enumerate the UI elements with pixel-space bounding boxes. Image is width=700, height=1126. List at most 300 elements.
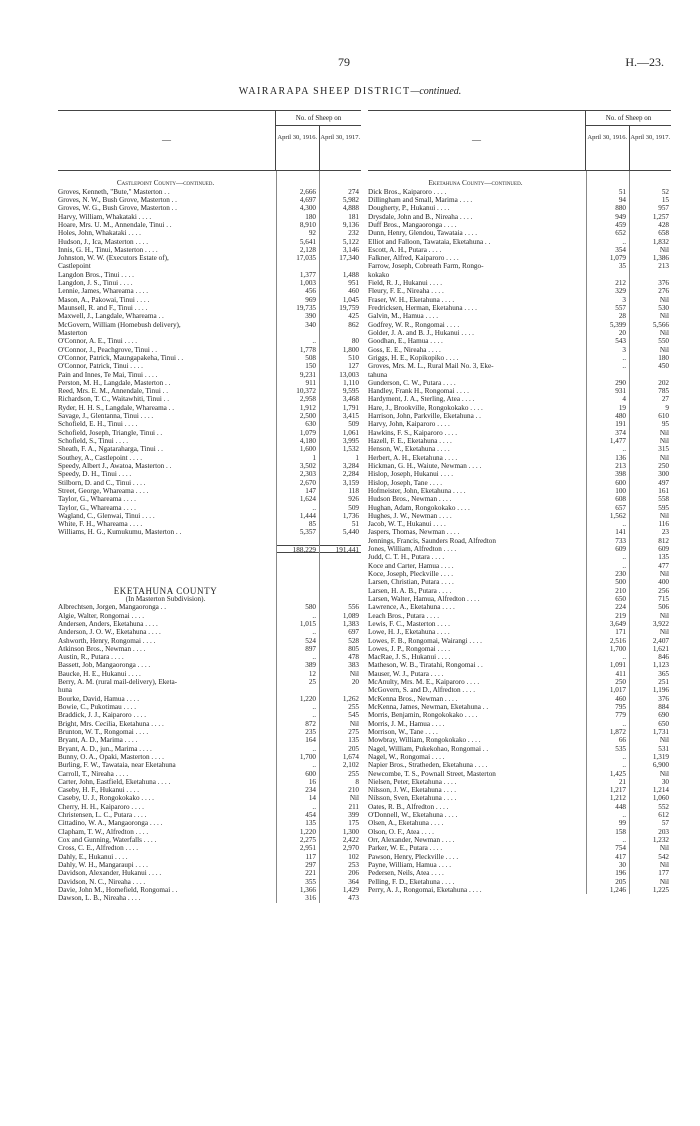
sheep-1916: 2,958 — [299, 395, 316, 404]
row-name: Wagland, C., Glenwai, Tinui . . . . — [58, 511, 155, 520]
sheep-1917 — [319, 562, 361, 570]
sheep-1916: 779 — [615, 711, 626, 720]
table-row — [368, 786, 671, 794]
sheep-1917: 715 — [658, 594, 669, 603]
table-row — [368, 628, 671, 636]
row-name: Schofield, E. H., Tinui . . . . — [58, 420, 138, 429]
table-row — [368, 229, 671, 237]
sheep-1916 — [276, 262, 319, 270]
sheep-1917: Nil — [659, 736, 669, 745]
row-name: O'Connor, Patrick, Tinui . . . . — [58, 362, 143, 371]
row-name: Napier Bros., Stratheden, Eketahuna . . . . — [368, 761, 488, 770]
sheep-1917: 3,922 — [652, 619, 669, 628]
table-row — [58, 387, 361, 395]
sheep-1916 — [586, 171, 629, 179]
sheep-1917: 17,340 — [339, 254, 359, 263]
table-row — [58, 221, 361, 229]
table-row — [58, 686, 361, 694]
row-name: Lowes, J. P., Rongomai . . . . — [368, 644, 451, 653]
sheep-1916 — [276, 686, 319, 694]
sheep-1916: 221 — [305, 869, 316, 878]
table-row — [368, 886, 671, 894]
table-row — [58, 794, 361, 802]
sheep-1916: 213 — [615, 461, 626, 470]
sheep-1916: 1 — [312, 453, 316, 462]
row-name: Bunny, O. A., Opaki, Masterton . . . . — [58, 752, 164, 761]
row-name: Albrechtsen, Jorgen, Mangaoronga . . — [58, 603, 167, 612]
table-row — [368, 678, 671, 686]
row-name: Newcombe, T. S., Pownall Street, Masterton — [368, 769, 496, 778]
sheep-1917: 528 — [348, 636, 359, 645]
sheep-1916: 1,217 — [609, 786, 626, 795]
sheep-1917: Nil — [659, 437, 669, 445]
row-name: Schofield, Joseph, Triangle, Tinui . . — [58, 428, 163, 437]
sheep-1916: 543 — [615, 337, 626, 346]
sheep-1916: 949 — [615, 212, 626, 221]
table-row — [58, 661, 361, 669]
row-name: Bryant, A. D., jun., Marima . . . . — [58, 744, 152, 753]
row-name — [58, 570, 276, 578]
sheep-1916: 535 — [615, 744, 626, 753]
table-row — [58, 645, 361, 653]
sheep-1917: 315 — [658, 445, 669, 454]
table-row — [58, 844, 361, 852]
sheep-1916: 1,700 — [609, 644, 626, 653]
table-row — [58, 562, 361, 570]
row-name — [58, 553, 276, 561]
table-row — [58, 886, 361, 894]
table-row — [368, 745, 671, 753]
header-col-1917: April 30, 1917. — [629, 126, 672, 170]
row-name: Ashworth, Henry, Rongomai . . . . — [58, 636, 156, 645]
sheep-1916: .. — [622, 761, 626, 770]
table-row — [58, 637, 361, 645]
row-name: McGovern, William (Homebush delivery), — [58, 320, 181, 329]
sheep-1916: 3 — [622, 345, 626, 354]
row-name: McGovern, S. and D., Alfredton . . . . — [368, 686, 475, 695]
row-name: Davidson, Alexander, Hukanui . . . . — [58, 869, 162, 878]
table-row — [368, 495, 671, 503]
sheep-1916: 4,697 — [299, 195, 316, 204]
table-row — [58, 470, 361, 478]
sheep-1916: .. — [312, 503, 316, 512]
sheep-1917: 8 — [355, 777, 359, 786]
sheep-1916: 355 — [305, 877, 316, 886]
row-name: Baucke, H. E., Hukanui . . . . — [58, 669, 141, 678]
row-name: tahuna — [368, 370, 388, 379]
table-row — [368, 778, 671, 786]
header-col-1916: April 30, 1916. — [587, 134, 628, 141]
sheep-1916: .. — [622, 520, 626, 529]
table-row — [368, 794, 671, 802]
sheep-1917: Nil — [659, 295, 669, 304]
sheep-1917: 1,300 — [342, 827, 359, 836]
sheep-1917: 13,003 — [339, 370, 359, 379]
sheep-1916: 608 — [615, 495, 626, 504]
row-name: Atkinson Bros., Newman . . . . — [58, 644, 146, 653]
sheep-1916: 580 — [305, 603, 316, 612]
sheep-1916: 85 — [308, 520, 316, 529]
row-name — [368, 171, 586, 179]
sheep-1916: 10,372 — [296, 387, 316, 396]
sheep-1917: 558 — [658, 495, 669, 504]
sheep-1917: 846 — [658, 653, 669, 662]
row-name — [58, 545, 276, 553]
sheep-1916: 557 — [615, 304, 626, 312]
sheep-1917: 550 — [658, 337, 669, 346]
row-name: Goss, E. E., Nireaha . . . . — [368, 345, 441, 354]
sheep-1916: 1,079 — [609, 254, 626, 263]
table-row — [58, 213, 361, 221]
sheep-1917: 161 — [658, 486, 669, 495]
sheep-1916: 180 — [305, 212, 316, 221]
table-row — [368, 188, 671, 196]
sheep-1917: 80 — [351, 337, 359, 346]
row-name: Castlepoint — [58, 262, 91, 271]
sheep-1916: .. — [622, 553, 626, 562]
table-row — [58, 420, 361, 428]
sheep-1917: 862 — [348, 320, 359, 329]
table-header — [368, 110, 671, 171]
row-name: O'Connor, A. E., Tinui . . . . — [58, 337, 138, 346]
row-name: Groves, N. W., Bush Grove, Masterton . . — [58, 195, 177, 204]
sheep-1916: .. — [312, 611, 316, 620]
sheep-1916: 4,180 — [299, 437, 316, 445]
sheep-1917: 1,383 — [342, 619, 359, 628]
sheep-1917: 1,123 — [652, 661, 669, 670]
row-name: Caseby, H. F., Hukanui . . . . — [58, 786, 140, 795]
row-name: Burling, F. W., Tawataia, near Eketahuna — [58, 761, 176, 770]
table-row — [58, 379, 361, 387]
sheep-1917: Nil — [659, 570, 669, 578]
sheep-1917: Nil — [659, 860, 669, 869]
table-row — [368, 470, 671, 478]
table-row — [368, 595, 671, 603]
table-row — [58, 819, 361, 827]
right-table — [368, 110, 671, 894]
row-name: Street, George, Whareama . . . . — [58, 486, 149, 495]
sheep-1917: Nil — [349, 669, 359, 678]
sheep-1916: 219 — [615, 611, 626, 620]
sheep-1916: 897 — [305, 644, 316, 653]
sheep-1917 — [629, 179, 671, 187]
sheep-1916: 1,366 — [299, 885, 316, 894]
sheep-1916: 2,500 — [299, 412, 316, 421]
sheep-1916: 147 — [305, 486, 316, 495]
sheep-1917: 1,621 — [652, 644, 669, 653]
sheep-1916: 234 — [305, 786, 316, 795]
row-name: Ryder, H. H. S., Langdale, Whareama . . — [58, 403, 175, 412]
header-dash: — — [162, 135, 171, 146]
sheep-1917: 1,791 — [342, 403, 359, 412]
row-name: Griggs, H. E., Kopikopiko . . . . — [368, 353, 459, 362]
sheep-1917: 52 — [661, 187, 669, 196]
table-row — [58, 229, 361, 237]
sheep-1917: 255 — [348, 703, 359, 711]
row-name: Reed, Mrs. E. M., Annendale, Tinui . . — [58, 387, 169, 396]
table-row — [368, 803, 671, 811]
sheep-1916: 19,735 — [296, 304, 316, 312]
table-row — [58, 853, 361, 861]
sheep-1916: 600 — [615, 478, 626, 487]
sheep-1917: 3,415 — [342, 412, 359, 421]
sheep-1917: Nil — [659, 328, 669, 337]
sheep-1917: 127 — [348, 362, 359, 371]
sheep-1916: 4,300 — [299, 204, 316, 213]
row-name: Jaspers, Thomas, Newman . . . . — [368, 528, 460, 537]
sheep-1916: 188,229 — [276, 545, 319, 553]
sheep-1916: 1,778 — [299, 345, 316, 354]
sheep-1917: 274 — [348, 187, 359, 196]
sheep-1917: 3,284 — [342, 461, 359, 470]
sheep-1916: 411 — [615, 669, 626, 678]
row-name: McKenna Bros., Newman . . . . — [368, 694, 458, 703]
sheep-1916: 3,649 — [609, 619, 626, 628]
table-row — [58, 371, 361, 379]
row-name: Olsen, A., Eketahuna . . . . — [368, 819, 444, 828]
sheep-1916: 1,220 — [299, 694, 316, 703]
table-row — [58, 395, 361, 403]
sheep-1917: 425 — [348, 312, 359, 321]
table-row — [58, 437, 361, 445]
row-name: Pedersen, Neils, Atea . . . . — [368, 869, 444, 878]
table-row — [58, 287, 361, 295]
table-row — [58, 304, 361, 312]
sheep-1917: Nil — [659, 611, 669, 620]
sheep-1916: 500 — [615, 578, 626, 587]
row-name: Lowe, H. J., Eketahuna . . . . — [368, 628, 450, 637]
row-name: Nielsen, Peter, Eketahuna . . . . — [368, 777, 457, 786]
sheep-1916: 1,477 — [609, 437, 626, 445]
table-row — [58, 894, 361, 902]
row-name: Hare, J., Brookville, Rongokokako . . . . — [368, 403, 483, 412]
sheep-1917: 9,136 — [342, 220, 359, 229]
sheep-1916 — [276, 562, 319, 570]
table-row — [58, 753, 361, 761]
table-row — [368, 711, 671, 719]
sheep-1917: 1,319 — [652, 752, 669, 761]
sheep-1917: 1,736 — [342, 511, 359, 520]
table-row — [58, 246, 361, 254]
sheep-1917: 118 — [348, 486, 359, 495]
sheep-1917: 530 — [658, 304, 669, 312]
table-row — [368, 770, 671, 778]
sheep-1916: 2,128 — [299, 245, 316, 254]
sheep-1916: 1,444 — [299, 511, 316, 520]
table-row — [58, 487, 361, 495]
table-row — [368, 528, 671, 536]
table-row — [58, 462, 361, 470]
sheep-1917 — [319, 171, 361, 179]
sheep-1916: 460 — [615, 694, 626, 703]
sheep-1916: 754 — [615, 844, 626, 853]
table-row — [368, 819, 671, 827]
row-name: Farrow, Joseph, Cobreath Farm, Rongo- — [368, 262, 484, 271]
sheep-1916: 1,212 — [609, 794, 626, 803]
sheep-1916: 4 — [622, 395, 626, 404]
row-name: Hofmeister, John, Eketahuna . . . . — [368, 486, 466, 495]
sheep-1917: 376 — [658, 279, 669, 288]
header-col-1917: April 30, 1917. — [319, 126, 362, 170]
table-row — [58, 595, 361, 603]
sheep-1916: 657 — [615, 503, 626, 512]
sheep-1917: 5,122 — [342, 237, 359, 246]
table-row — [368, 861, 671, 869]
table-row — [368, 445, 671, 453]
sheep-1917: 2,422 — [342, 836, 359, 844]
sheep-1916: 1,912 — [299, 403, 316, 412]
sheep-1917: 232 — [348, 229, 359, 238]
table-row — [368, 271, 671, 279]
table-row — [58, 770, 361, 778]
table-row — [58, 254, 361, 262]
sheep-1917: 1,800 — [342, 345, 359, 354]
sheep-1916: 20 — [618, 328, 626, 337]
table-row — [58, 171, 361, 179]
table-row — [368, 695, 671, 703]
row-name: Elliot and Falloon, Tawataia, Eketahuna . . — [368, 237, 491, 246]
sheep-1916 — [276, 553, 319, 561]
row-name: Schofield, S., Tinui . . . . — [58, 437, 129, 445]
row-name: Groves, W. G., Bush Grove, Masterton . . — [58, 204, 177, 213]
row-name: Nagel, W., Rongomai . . . . — [368, 752, 445, 761]
header-group-label: No. of Sheep on — [586, 111, 671, 126]
sheep-1916: 12 — [308, 669, 316, 678]
row-name: Hislop, Joseph, Tane . . . . — [368, 478, 443, 487]
table-row — [58, 878, 361, 886]
sheep-1916: 5,641 — [299, 237, 316, 246]
table-row — [368, 736, 671, 744]
row-name: Lewis, F. C., Masterton . . . . — [368, 619, 450, 628]
table-row — [368, 171, 671, 179]
sheep-1916: 171 — [615, 628, 626, 637]
sheep-1916: 2,670 — [299, 478, 316, 487]
sheep-1917: Nil — [659, 877, 669, 886]
sheep-1916: 1,220 — [299, 827, 316, 836]
sheep-1917: 376 — [658, 694, 669, 703]
sheep-1916: 150 — [305, 362, 316, 371]
sheep-1916 — [276, 329, 319, 337]
sheep-1916: .. — [622, 237, 626, 246]
table-row — [58, 745, 361, 753]
table-row — [58, 653, 361, 661]
row-name: Pelling, F. D., Eketahuna . . . . — [368, 877, 455, 886]
sheep-1917: 30 — [661, 777, 669, 786]
table-row — [368, 304, 671, 312]
sheep-1916: 795 — [615, 703, 626, 711]
table-row — [58, 728, 361, 736]
row-name: Southey, A., Castlepoint . . . . — [58, 453, 142, 462]
left-table — [58, 110, 361, 903]
sheep-1916: 14 — [308, 794, 316, 803]
sheep-1916: 1,872 — [609, 727, 626, 736]
row-name — [58, 562, 276, 570]
sheep-1917: 135 — [658, 553, 669, 562]
table-row — [368, 578, 671, 586]
table-row — [368, 462, 671, 470]
sheep-1917: 612 — [658, 811, 669, 820]
sheep-1916: 94 — [618, 195, 626, 204]
sheep-1917: 805 — [348, 644, 359, 653]
sheep-1917: 478 — [348, 653, 359, 662]
row-name: Cross, C. E., Alfredton . . . . — [58, 844, 139, 853]
sheep-1917: 812 — [658, 536, 669, 545]
row-name: Hoare, Mrs. U. M., Annendale, Tinui . . — [58, 220, 172, 229]
row-name: Nilsson, J. W., Eketahuna . . . . — [368, 786, 457, 795]
sheep-1917 — [319, 262, 361, 270]
sheep-1916: 652 — [615, 229, 626, 238]
sheep-1916: 117 — [305, 852, 316, 861]
row-name: Jacob, W. T., Hukanui . . . . — [368, 520, 446, 529]
sheep-1917 — [319, 595, 361, 603]
header-group-label: No. of Sheep on — [276, 111, 361, 126]
table-row — [368, 454, 671, 462]
sheep-1917: 957 — [658, 204, 669, 213]
row-name: Dahly, W. H., Mangaraupi . . . . — [58, 860, 148, 869]
sheep-1916: 66 — [618, 736, 626, 745]
section-heading — [368, 179, 671, 187]
sheep-1916: 51 — [618, 187, 626, 196]
sheep-1916: 35 — [618, 262, 626, 271]
row-name: Taylor, G., Whareama . . . . — [58, 503, 136, 512]
sheep-1917: 545 — [348, 711, 359, 720]
row-name: Clapham, T. W., Alfredton . . . . — [58, 827, 149, 836]
table-row — [368, 844, 671, 852]
table-row — [368, 287, 671, 295]
table-row — [368, 379, 671, 387]
row-name: Harvy, John, Kaiparoro . . . . — [368, 420, 450, 429]
table-row — [58, 695, 361, 703]
sheep-1916 — [586, 271, 629, 279]
row-name: Drysdale, John and B., Nireaha . . . . — [368, 212, 473, 221]
row-name: Algie, Walter, Rongomai . . . . — [58, 611, 145, 620]
row-name: Brunton, W. T., Rongomai . . . . — [58, 727, 149, 736]
table-row — [58, 836, 361, 844]
sheep-1917: 191,441 — [319, 545, 361, 553]
sheep-1916: 374 — [615, 428, 626, 437]
sheep-1916: 230 — [615, 570, 626, 578]
table-row — [368, 429, 671, 437]
table-row — [58, 553, 361, 561]
table-row — [58, 670, 361, 678]
table-row — [58, 404, 361, 412]
sheep-1917: 460 — [348, 287, 359, 296]
table-header — [58, 110, 361, 171]
sheep-1917: 3,146 — [342, 245, 359, 254]
sheep-1916: 911 — [305, 378, 316, 387]
table-row — [58, 454, 361, 462]
row-name: Langdon Bros., Tinui . . . . — [58, 270, 134, 279]
table-row — [368, 371, 671, 379]
row-name: Davie, John M., Homefield, Rongomai . . — [58, 885, 178, 894]
sheep-1916: 1,015 — [299, 619, 316, 628]
sheep-1917: 202 — [658, 378, 669, 387]
sheep-1917: 1,257 — [652, 212, 669, 221]
row-name: Masterton — [58, 328, 88, 337]
sheep-1916: 2,951 — [299, 844, 316, 853]
header-col-1916: April 30, 1916. — [277, 134, 318, 141]
table-row — [368, 637, 671, 645]
table-row — [368, 811, 671, 819]
table-row — [58, 262, 361, 270]
sheep-1916: 17,035 — [296, 254, 316, 263]
row-name: Davidson, N. C., Nireaha . . . . — [58, 877, 146, 886]
row-name: Dawson, L. B., Nireaha . . . . — [58, 894, 141, 903]
row-name: Fleury, F. E., Nireaha . . . . — [368, 287, 444, 296]
table-row — [368, 487, 671, 495]
table-row — [58, 537, 361, 545]
row-name: Koce and Carter, Hamua . . . . — [368, 561, 454, 570]
